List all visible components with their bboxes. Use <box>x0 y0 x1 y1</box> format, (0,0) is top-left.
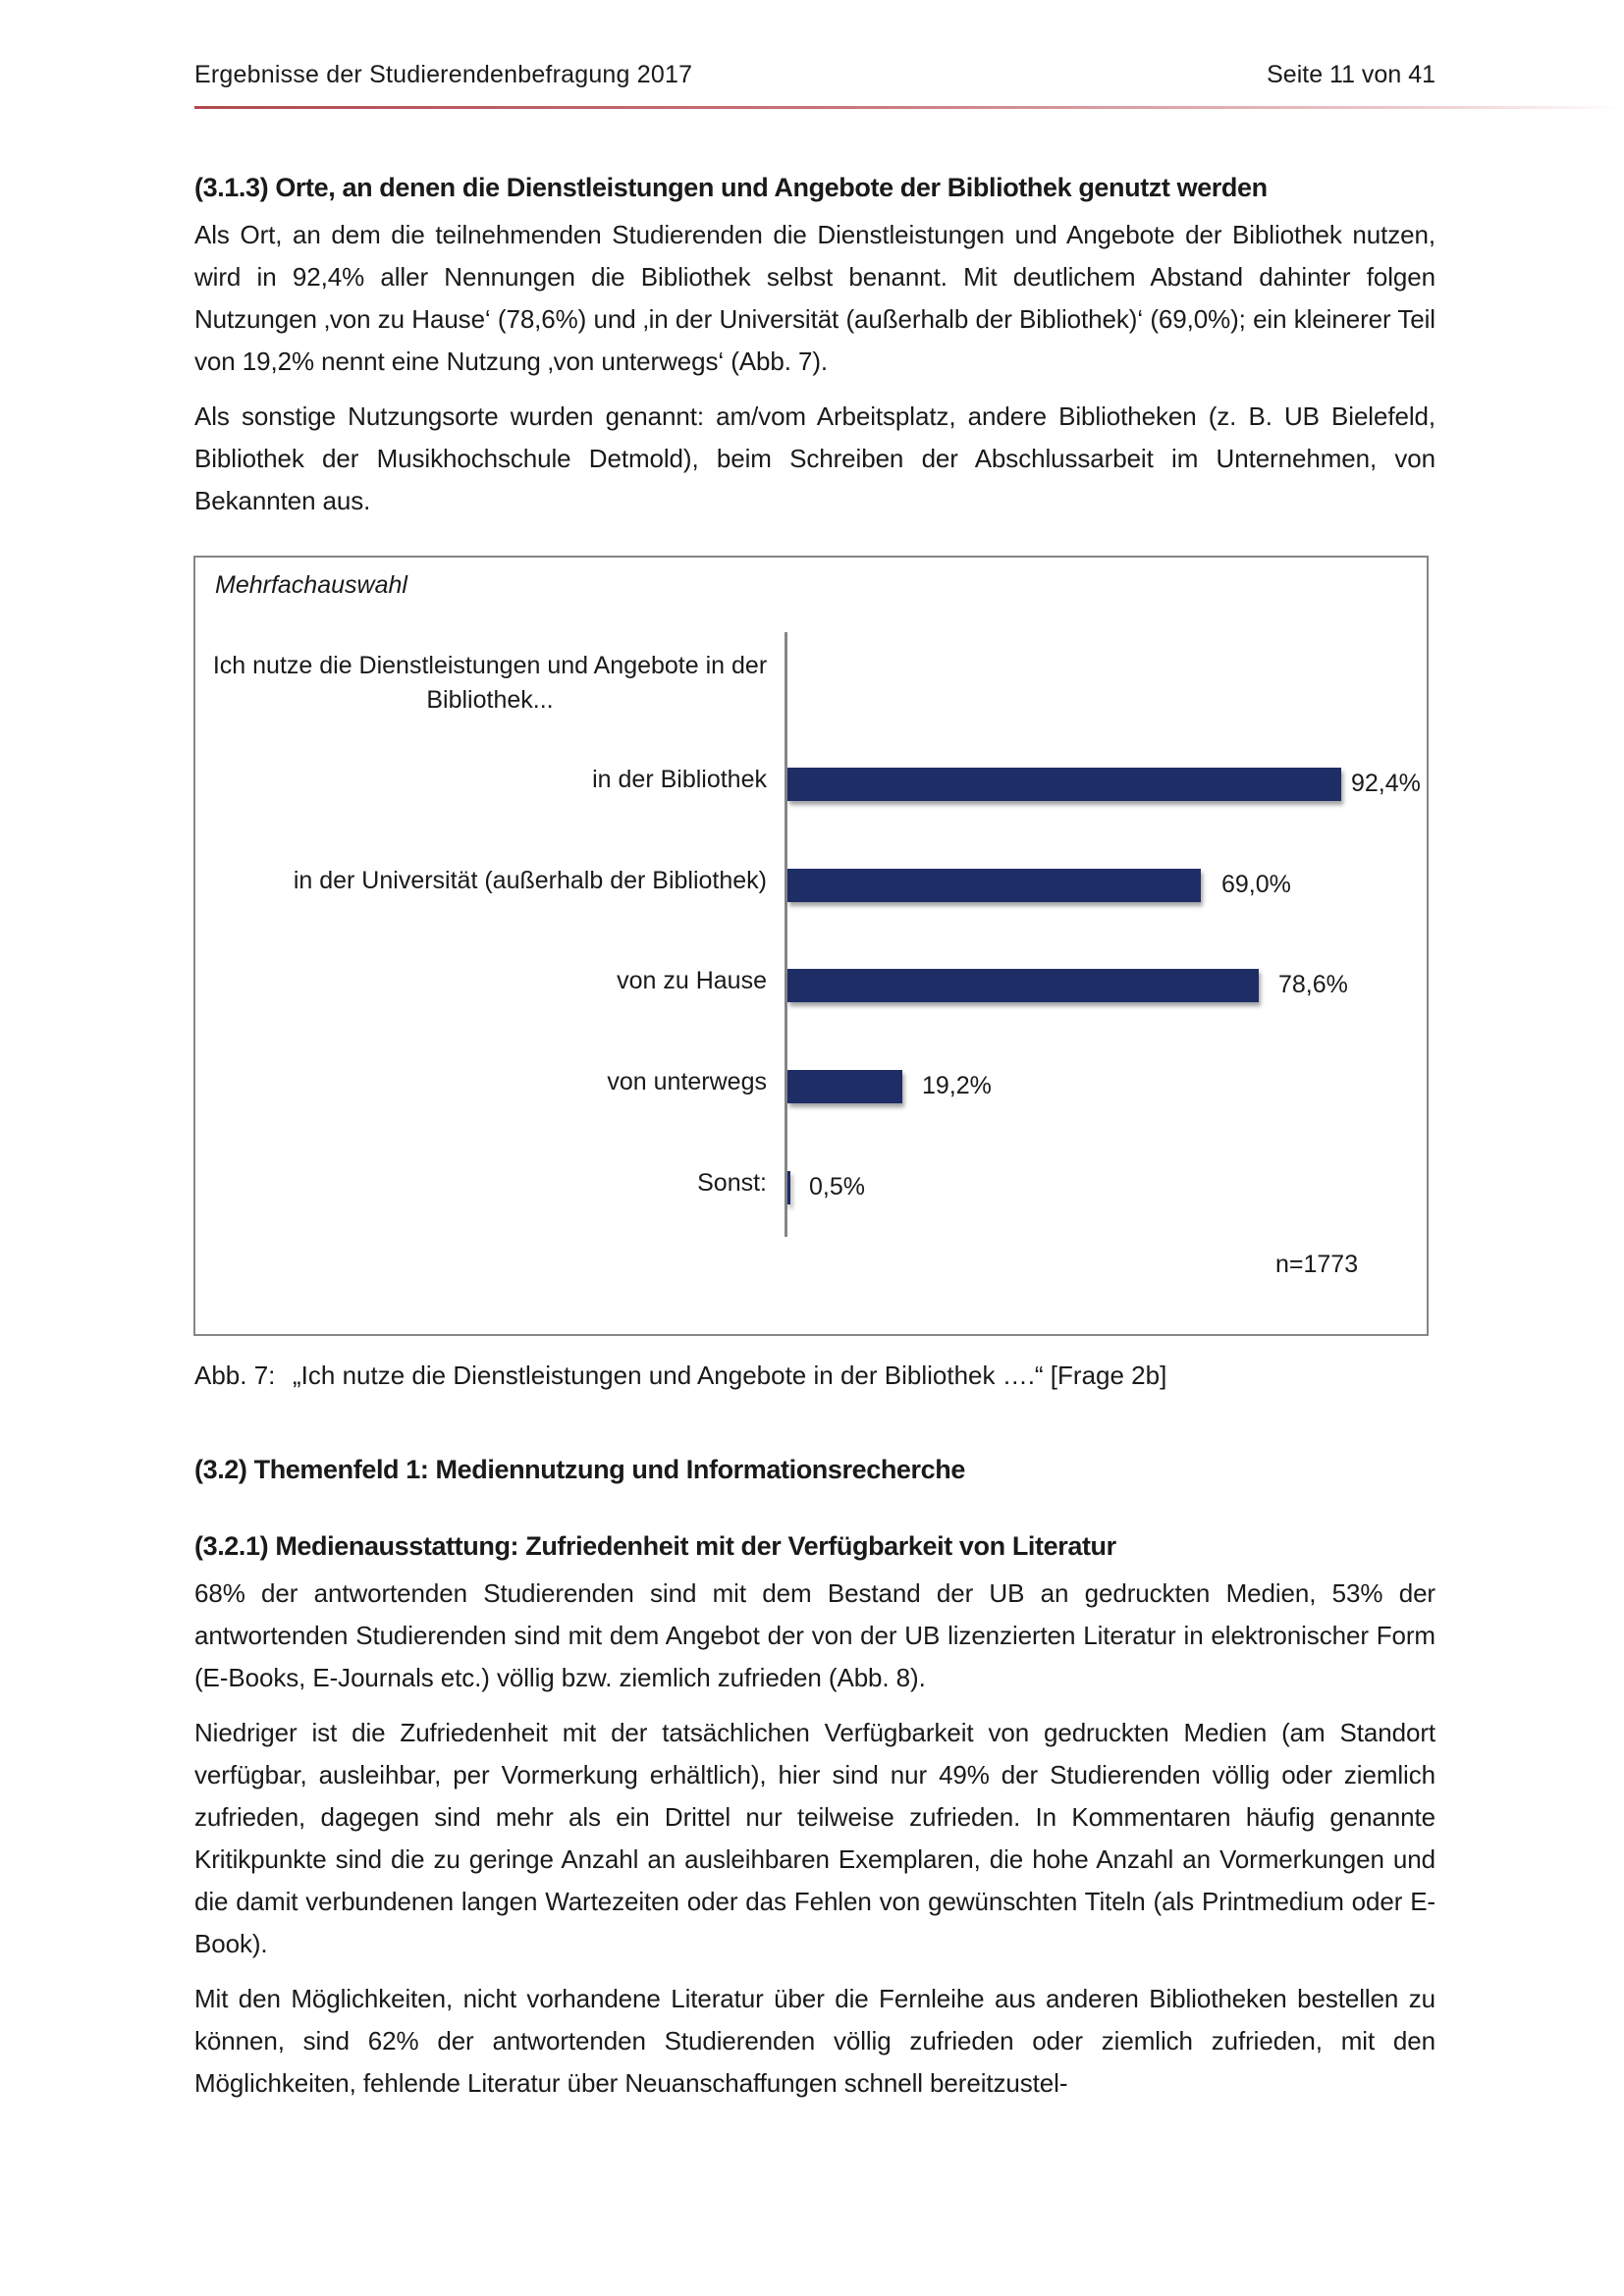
paragraph: Niedriger ist die Zufriedenheit mit der tatsächlichen Verfügbarkeit von gedruckten Medien (am Standort verfügbar, ausleihbar, per Vormerkung erhältlich), hier sind nur 49% der Studierenden völlig oder ziemlich zufrieden, dagegen sind mehr als ein Drittel nur teilweise zufrieden. In Kommentaren häufig genannte Kritikpunkte sind die zu geringe Anzahl an ausleihbaren Exemplaren, die hohe Anzahl an Vormerkungen und die damit verbundenen langen Wartezeiten oder das Fehlen von gewünschten Titeln (als Printmedium oder E-Book). <box>194 1718 1435 1958</box>
bar-value: 69,0% <box>1221 871 1291 898</box>
bar-row <box>195 764 1427 803</box>
bar-value: 19,2% <box>922 1072 992 1099</box>
header-divider <box>194 106 1624 109</box>
chart-note: Mehrfachauswahl <box>215 571 407 599</box>
bar-label: von zu Hause <box>617 967 767 994</box>
caption-number: Abb. 7: <box>194 1361 276 1390</box>
document-title: Ergebnisse der Studierendenbefragung 2017 <box>194 61 693 88</box>
bar-row <box>195 965 1427 1004</box>
section-3-2 <box>194 1455 1435 1485</box>
bar-value: 92,4% <box>1351 770 1421 797</box>
chart-question: Ich nutze die Dienstleistungen und Angebote in der Bibliothek... <box>212 652 768 714</box>
section-heading: (3.2.1) Medienausstattung: Zufriedenheit mit der Verfügbarkeit von Literatur <box>194 1531 1116 1561</box>
figure-caption <box>194 1361 1166 1391</box>
section-3-2-1 <box>194 1531 1435 2105</box>
bar-label: in der Universität (außerhalb der Bibliothek) <box>293 867 767 894</box>
bar <box>787 768 1341 801</box>
bar-label: Sonst: <box>697 1169 767 1197</box>
bar-value: 0,5% <box>809 1173 865 1201</box>
bar <box>787 969 1259 1002</box>
chart-figure <box>193 556 1429 1336</box>
bar-row <box>195 1167 1427 1206</box>
paragraph: Als sonstige Nutzungsorte wurden genannt: am/vom Arbeitsplatz, andere Bibliotheken (z. B. UB Bielefeld, Bibliothek der Musikhochschule Detmold), beim Schreiben der Abschlussarbeit im Unternehmen, von Bekannten aus. <box>194 401 1435 515</box>
bar-row <box>195 865 1427 904</box>
bar-label: in der Bibliothek <box>592 766 767 793</box>
category-axis <box>785 632 787 1237</box>
bar-row <box>195 1066 1427 1105</box>
sample-size-label: n=1773 <box>1275 1251 1359 1278</box>
page-header <box>194 59 1435 98</box>
paragraph: Mit den Möglichkeiten, nicht vorhandene Literatur über die Fernleihe aus anderen Bibliotheken bestellen zu können, sind 62% der antwortenden Studierenden völlig zufrieden oder ziemlich zufrieden, mit den Möglichkeiten, fehlende Literatur über Neuanschaffungen schnell bereitzustel- <box>194 1984 1435 2098</box>
paragraph: Als Ort, an dem die teilnehmenden Studierenden die Dienstleistungen und Angebote der Bibliothek nutzen, wird in 92,4% aller Nennungen die Bibliothek selbst benannt. Mit deutlichem Abstand dahinter folgen Nutzungen ‚von zu Hause‘ (78,6%) und ‚in der Universität (außerhalb der Bibliothek)‘ (69,0%); ein kleinerer Teil von 19,2% nennt eine Nutzung ‚von unterwegs‘ (Abb. 7). <box>194 220 1435 376</box>
bar <box>787 1070 902 1103</box>
bar <box>787 869 1201 902</box>
paragraph: 68% der antwortenden Studierenden sind mit dem Bestand der UB an gedruckten Medien, 53% der antwortenden Studierenden sind mit dem Angebot der von der UB lizenzierten Literatur in elektronischer Form (E-Books, E-Journals etc.) völlig bzw. ziemlich zufrieden (Abb. 8). <box>194 1578 1435 1692</box>
section-heading: (3.2) Themenfeld 1: Mediennutzung und Informationsrecherche <box>194 1455 965 1484</box>
bar-label: von unterwegs <box>607 1068 767 1095</box>
section-3-1-3 <box>194 173 1435 522</box>
page-number: Seite 11 von 41 <box>1267 61 1435 88</box>
section-heading: (3.1.3) Orte, an denen die Dienstleistungen und Angebote der Bibliothek genutzt werden <box>194 173 1268 202</box>
bar <box>787 1171 790 1204</box>
bar-value: 78,6% <box>1278 971 1348 998</box>
caption-text: „Ich nutze die Dienstleistungen und Angebote in der Bibliothek ….“ [Frage 2b] <box>293 1361 1167 1390</box>
